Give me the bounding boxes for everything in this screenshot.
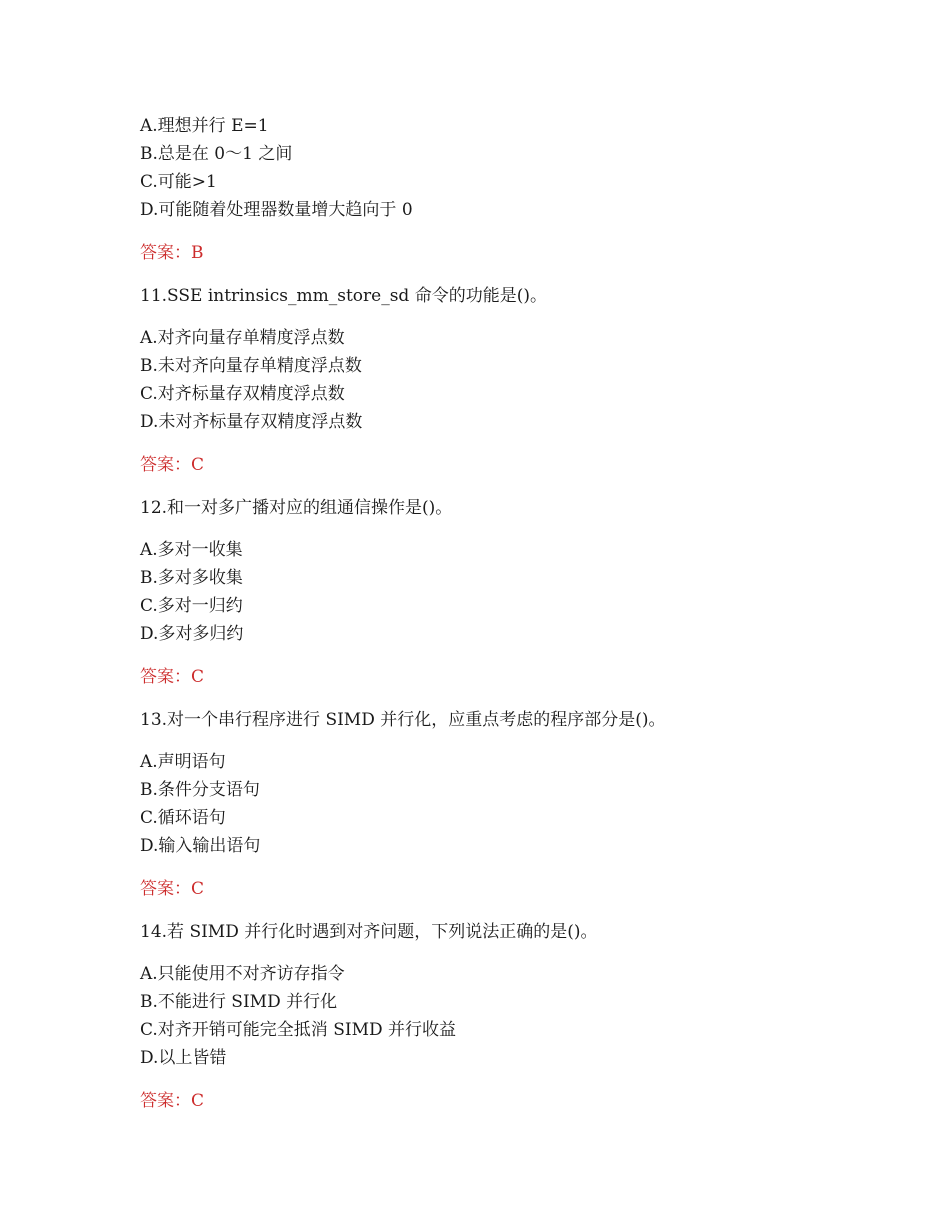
question-10-options	[140, 112, 860, 224]
answer-10: 答案：B	[140, 243, 204, 263]
option-d: D.可能随着处理器数量增大趋向于 0	[140, 200, 413, 220]
option-a: A.多对一收集	[140, 540, 243, 560]
answer-13: 答案：C	[140, 879, 205, 899]
question-stem: 12.和一对多广播对应的组通信操作是()。	[140, 498, 453, 518]
option-d: D.未对齐标量存双精度浮点数	[140, 412, 363, 432]
answer-12: 答案：C	[140, 667, 205, 687]
question-14	[140, 918, 860, 1115]
option-d: D.以上皆错	[140, 1048, 227, 1068]
option-b: B.不能进行 SIMD 并行化	[140, 992, 338, 1012]
option-b: B.多对多收集	[140, 568, 243, 588]
question-stem: 14.若 SIMD 并行化时遇到对齐问题，下列说法正确的是()。	[140, 922, 598, 942]
question-13	[140, 706, 860, 903]
option-b: B.未对齐向量存单精度浮点数	[140, 356, 362, 376]
option-c: C.可能>1	[140, 172, 217, 192]
option-c: C.对齐开销可能完全抵消 SIMD 并行收益	[140, 1020, 457, 1040]
document-page	[140, 112, 860, 1130]
question-11	[140, 282, 860, 479]
option-a: A.声明语句	[140, 752, 226, 772]
option-c: C.循环语句	[140, 808, 226, 828]
option-a: A.对齐向量存单精度浮点数	[140, 328, 345, 348]
question-stem: 13.对一个串行程序进行 SIMD 并行化，应重点考虑的程序部分是()。	[140, 710, 666, 730]
option-c: C.多对一归约	[140, 596, 243, 616]
answer-14: 答案：C	[140, 1091, 205, 1111]
option-b: B.条件分支语句	[140, 780, 260, 800]
option-d: D.输入输出语句	[140, 836, 261, 856]
option-b: B.总是在 0～1 之间	[140, 144, 293, 164]
option-c: C.对齐标量存双精度浮点数	[140, 384, 345, 404]
question-12	[140, 494, 860, 691]
option-a: A.只能使用不对齐访存指令	[140, 964, 345, 984]
option-a: A.理想并行 E=1	[140, 116, 269, 136]
question-stem: 11.SSE intrinsics_mm_store_sd 命令的功能是()。	[140, 286, 547, 306]
option-d: D.多对多归约	[140, 624, 244, 644]
answer-11: 答案：C	[140, 455, 205, 475]
